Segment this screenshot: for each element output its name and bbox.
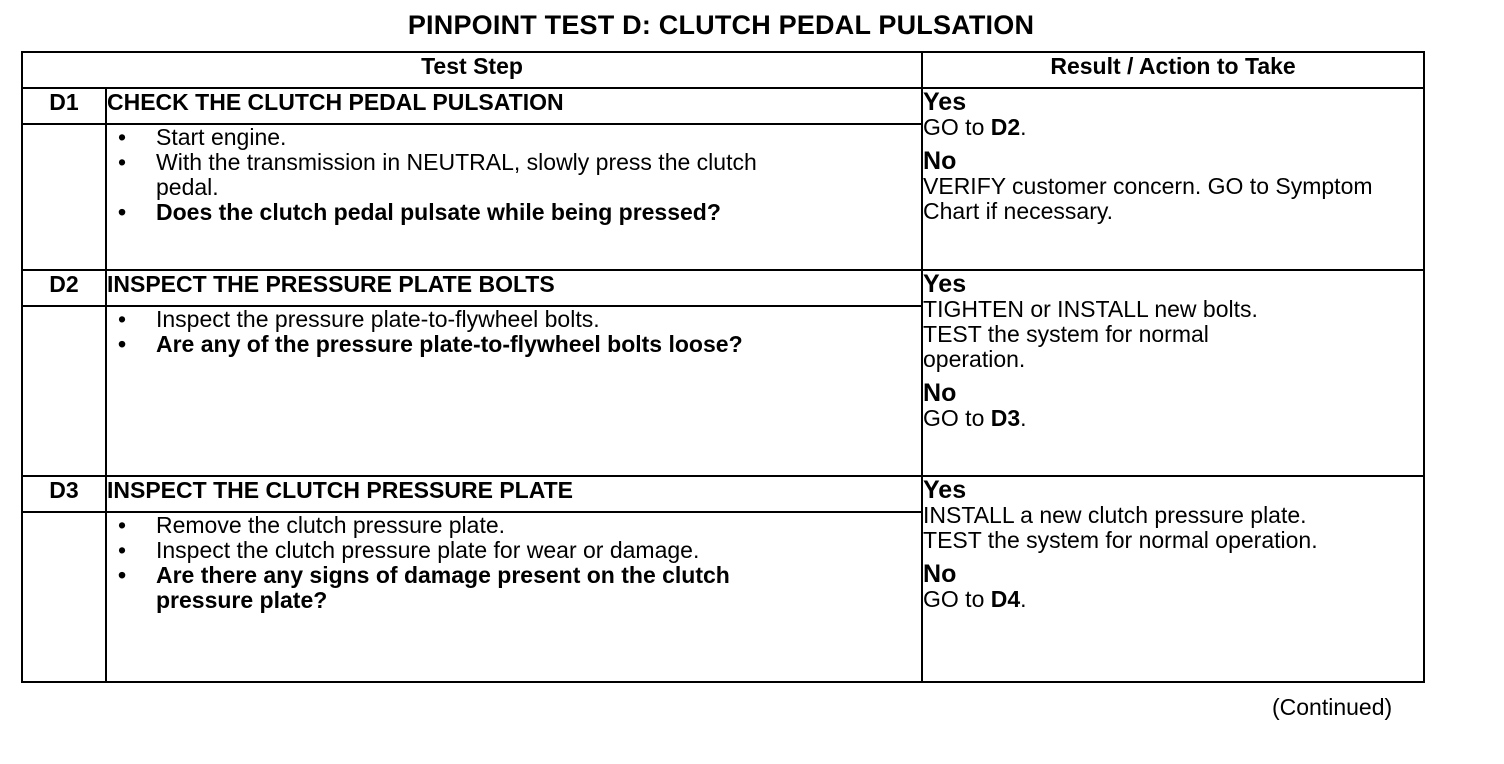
step-body-blank (22, 124, 106, 270)
yes-label: Yes (923, 270, 967, 298)
step-body-blank (22, 512, 106, 682)
bullet-item: • Are there any signs of damage present on the clutch pressure plate? (107, 563, 807, 613)
step-instructions (106, 512, 922, 682)
step-title: INSPECT THE CLUTCH PRESSURE PLATE (106, 476, 922, 512)
step-reference: D4 (990, 586, 1021, 612)
step-reference: D3 (990, 405, 1021, 431)
bullet-item: • Inspect the clutch pressure plate for wear or damage. (107, 538, 807, 563)
step-body-blank (22, 306, 106, 476)
bullet-list (107, 307, 921, 357)
yes-action: TIGHTEN or INSTALL new bolts. TEST the system for normal operation. (923, 296, 1258, 372)
header-result: Result / Action to Take (922, 52, 1424, 88)
bullet-item: • Remove the clutch pressure plate. (107, 513, 807, 538)
bullet-item: • With the transmission in NEUTRAL, slowly press the clutch pedal. (107, 150, 807, 200)
bullet-item: • Inspect the pressure plate-to-flywheel bolts. (107, 307, 921, 332)
no-label: No (923, 560, 957, 588)
step-title: INSPECT THE PRESSURE PLATE BOLTS (106, 270, 922, 306)
continued-note: (Continued) (1272, 694, 1393, 720)
header-test-step: Test Step (22, 52, 922, 88)
yes-label: Yes (923, 476, 967, 504)
yes-label: Yes (923, 88, 967, 116)
step-result (922, 270, 1424, 476)
bullet-item: • Does the clutch pedal pulsate while being pressed? (107, 200, 807, 225)
step-row-d3 (22, 476, 1424, 512)
step-number: D3 (22, 476, 106, 512)
step-result (922, 476, 1424, 682)
no-action: VERIFY customer concern. GO to Symptom Chart if necessary. (923, 173, 1373, 224)
no-action: GO to D3. (923, 405, 1027, 431)
bullet-list (107, 125, 807, 225)
step-row-d1 (22, 88, 1424, 124)
yes-action: GO to D2. (923, 114, 1027, 140)
bullet-list (107, 513, 807, 613)
step-row-d2 (22, 270, 1424, 306)
yes-action: INSTALL a new clutch pressure plate. TEST the system for normal operation. (923, 502, 1318, 553)
bullet-item: • Start engine. (107, 125, 807, 150)
step-instructions (106, 306, 922, 476)
step-instructions (106, 124, 922, 270)
step-title: CHECK THE CLUTCH PEDAL PULSATION (106, 88, 922, 124)
step-number: D1 (22, 88, 106, 124)
pinpoint-test-table (21, 51, 1425, 683)
no-action: GO to D4. (923, 586, 1027, 612)
step-reference: D2 (990, 114, 1021, 140)
step-result (922, 88, 1424, 270)
step-number: D2 (22, 270, 106, 306)
bullet-item: • Are any of the pressure plate-to-flywheel bolts loose? (107, 332, 921, 357)
no-label: No (923, 379, 957, 407)
no-label: No (923, 147, 957, 175)
header-row (22, 52, 1424, 88)
page-title: PINPOINT TEST D: CLUTCH PEDAL PULSATION (407, 10, 1035, 40)
